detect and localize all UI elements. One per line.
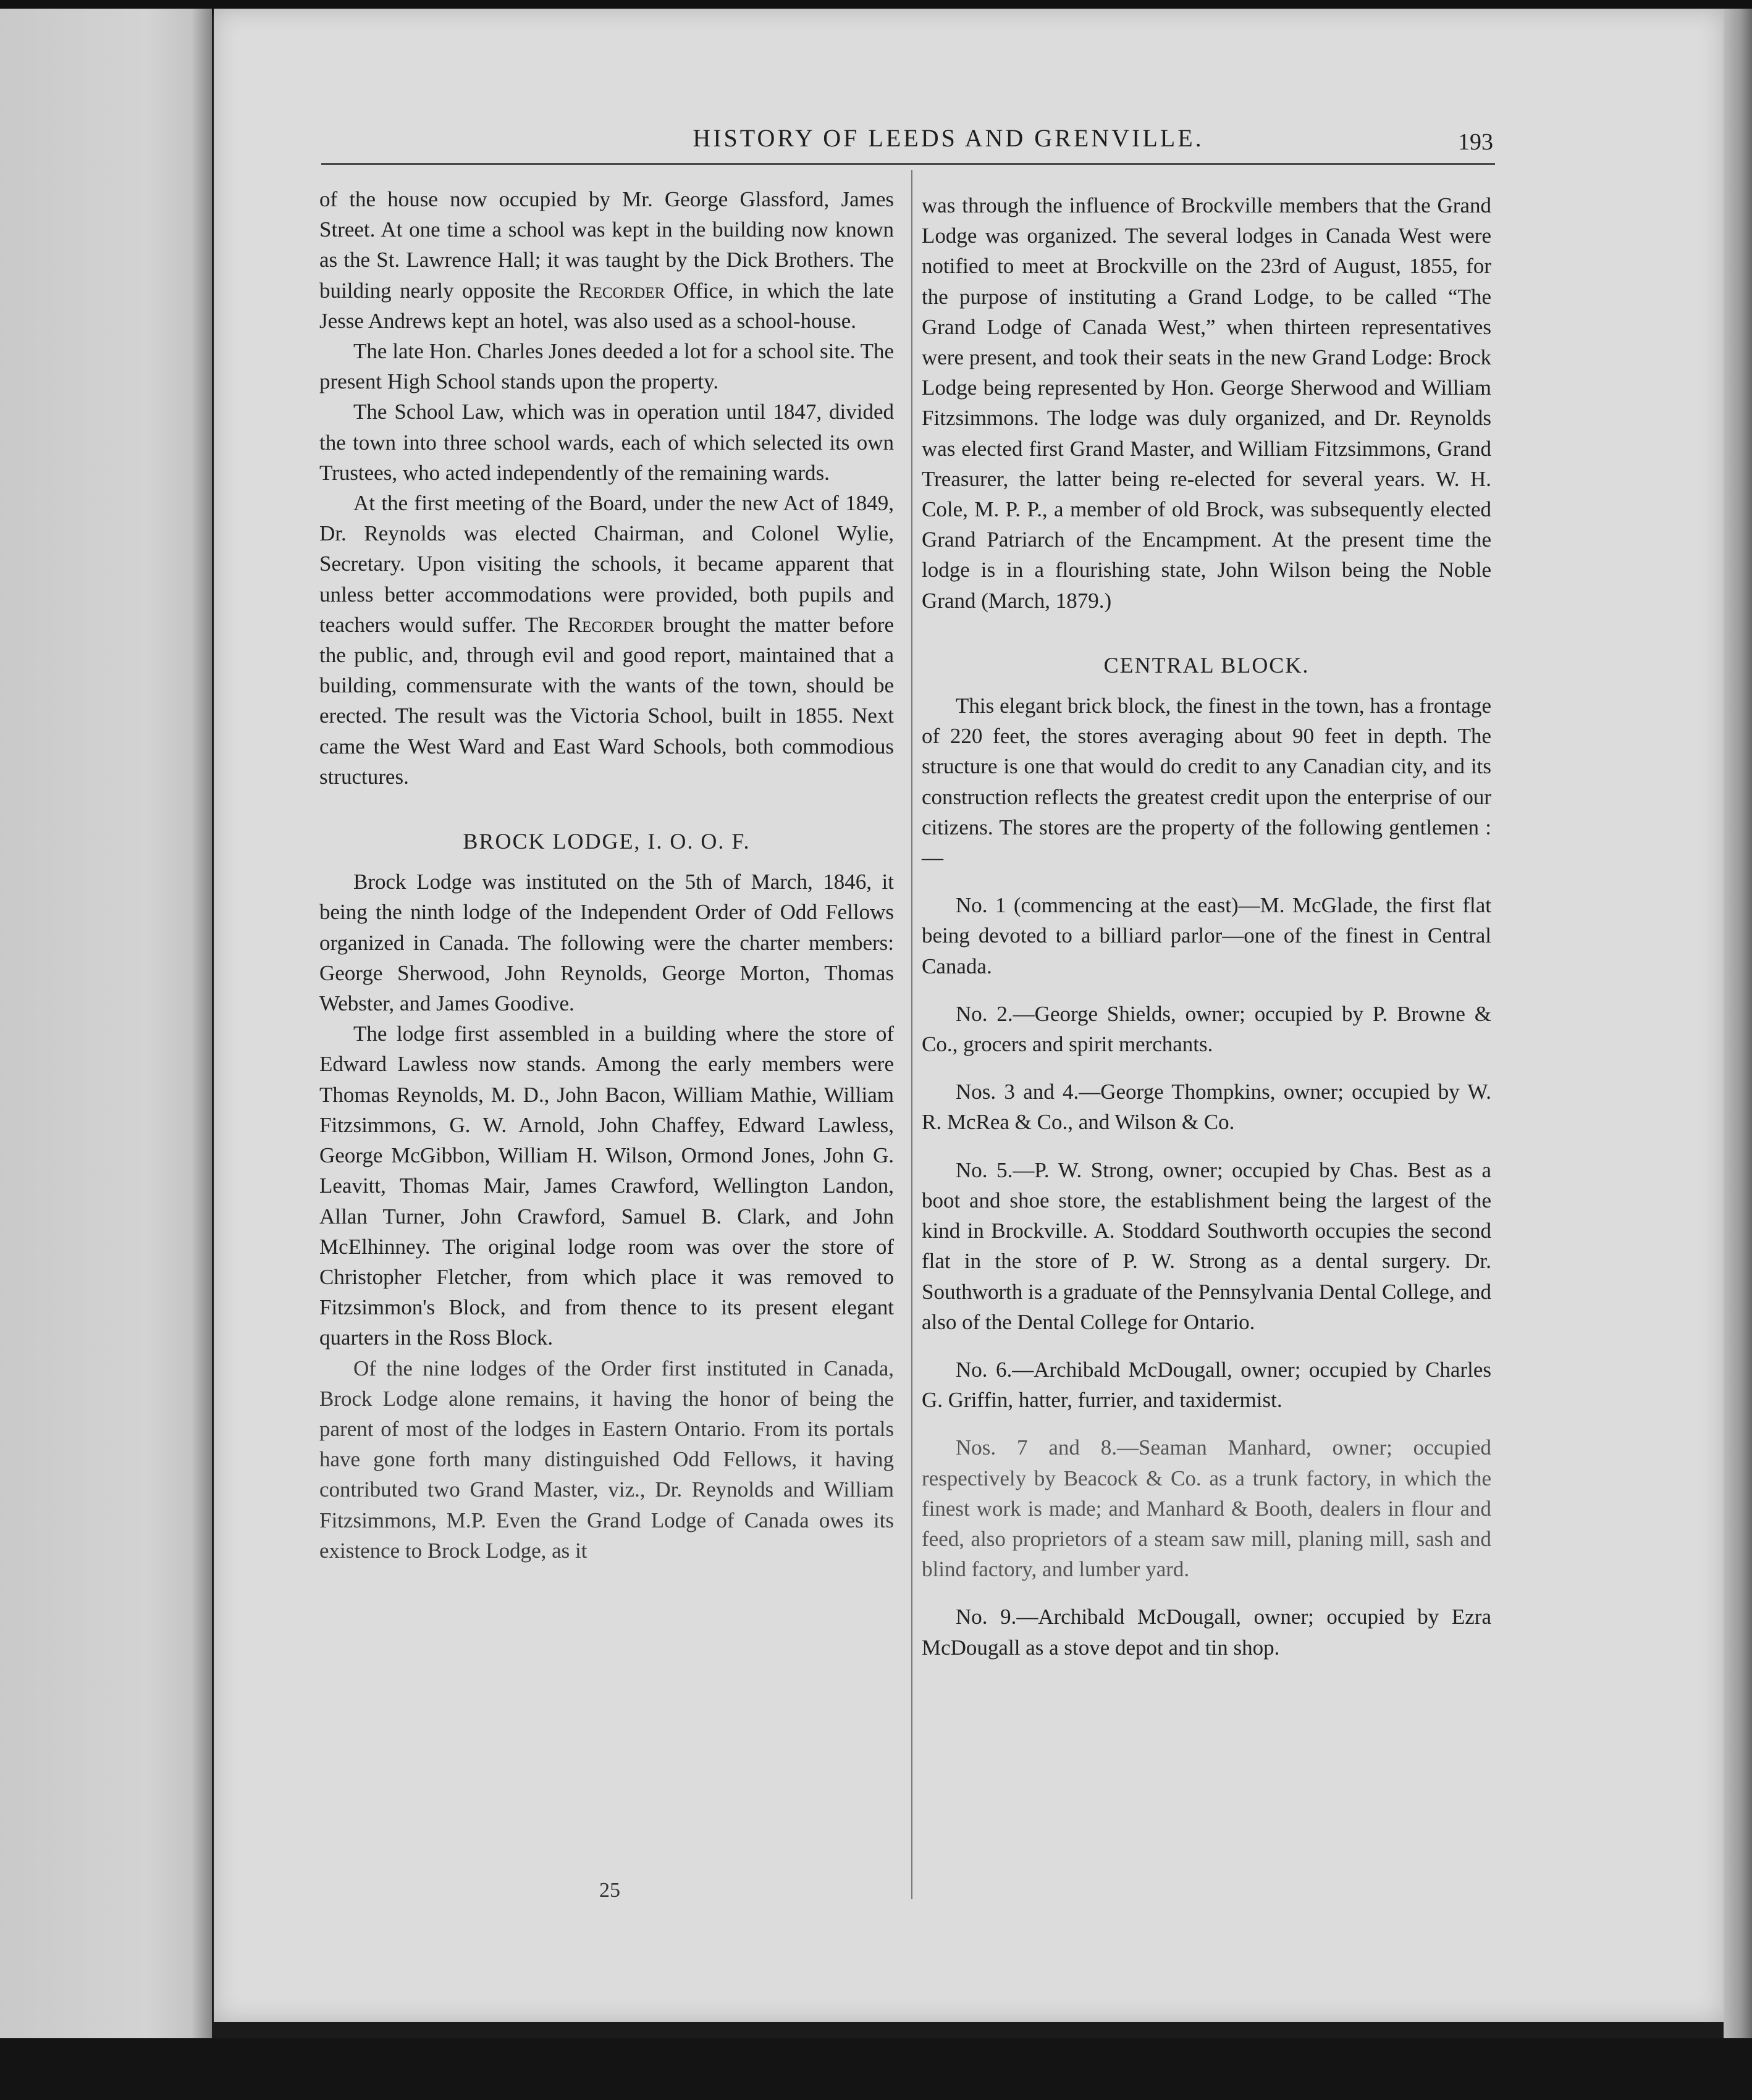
column-divider: [911, 170, 912, 1899]
running-head: HISTORY OF LEEDS AND GRENVILLE.: [693, 124, 1204, 152]
paragraph: The late Hon. Charles Jones deeded a lot for a school site. The present High School stands upon the property.: [319, 339, 894, 394]
paragraph: The lodge first assembled in a building where the store of Edward Lawless now stands. Among the early members were Thomas Reynolds, M. D., John Bacon, William Mathie, William Fitzsimmons, G. W. Arnold, John Chaffey, Edward Lawless, George McGibbon, William H. Wilson, Ormond Jones, John G. Leavitt, Thomas Mair, James Crawford, Wellington Landon, Allan Turner, John Crawford, Samuel B. Clark, and John McElhinney. The original lodge room was over the store of Christopher Fletcher, from which place it was removed to Fitzsimmon's Block, and from thence to its present elegant quarters in the Ross Block.: [319, 1022, 894, 1350]
list-item: Nos. 3 and 4.—George Thompkins, owner; occupied by W. R. McRea & Co., and Wilson & Co.: [922, 1080, 1491, 1135]
page-number: 193: [1458, 129, 1493, 155]
paragraph: The School Law, which was in operation until 1847, divided the town into three school wards, each of which selected its own Trustees, who acted independently of the remaining wards.: [319, 400, 894, 485]
paragraph: At the first meeting of the Board, under the new Act of 1849, Dr. Reynolds was elected Chairman, and Colonel Wylie, Secretary. Upon visiting the schools, it became apparent that unless better accommodations were provided, both pupils and teachers would suffer. The Recorder brought the matter before the public, and, through evil and good report, maintained that a building, commensurate with the wants of the town, should be erected. The result was the Victoria School, built in 1855. Next came the West Ward and East Ward Schools, both commodious structures.: [319, 491, 895, 789]
header-rule: [321, 163, 1495, 165]
page-fore-edge: [1724, 9, 1752, 2041]
list-item: No. 6.—Archibald McDougall, owner; occupied by Charles G. Griffin, hatter, furrier, and taxidermist.: [922, 1357, 1491, 1413]
spine-shadow: [192, 9, 210, 2041]
section-heading-central-block: CENTRAL BLOCK.: [1103, 652, 1310, 678]
signature-mark: 25: [599, 1879, 620, 1902]
paragraph: of the house now occupied by Mr. George Glassford, James Street. At one time a school was kept in the building now known as the St. Lawrence Hall; it was taught by the Dick Brothers. The building nearly opposite the Recorder Office, in which the late Jesse Andrews kept an hotel, was also used as a school-house.: [319, 187, 894, 333]
section-heading-brock-lodge: BROCK LODGE, I. O. O. F.: [463, 829, 751, 854]
right-column: [922, 190, 1491, 1663]
paragraph: Of the nine lodges of the Order first instituted in Canada, Brock Lodge alone remains, it having the honor of being the parent of most of the lodges in Eastern Ontario. From its portals have gone forth many distinguished Odd Fellows, it having contributed two Grand Master, viz., Dr. Reynolds and William Fitzsimmons, M.P. Even the Grand Lodge of Canada owes its existence to Brock Lodge, as it: [319, 1356, 894, 1563]
left-column: [319, 184, 894, 1566]
list-item: No. 9.—Archibald McDougall, owner; occupied by Ezra McDougall as a stove depot and tin shop.: [922, 1605, 1491, 1660]
list-item: No. 1 (commencing at the east)—M. McGlade, the first flat being devoted to a billiard parlor—one of the finest in Central Canada.: [922, 893, 1491, 978]
list-item: No. 2.—George Shields, owner; occupied by P. Browne & Co., grocers and spirit merchants.: [922, 1001, 1491, 1057]
paragraph: was through the influence of Brockville members that the Grand Lodge was organized. The several lodges in Canada West were notified to meet at Brockville on the 23rd of August, 1855, for the purpose of instituting a Grand Lodge, to be called “The Grand Lodge of Canada West,” when thirteen representatives were present, and took their seats in the new Grand Lodge: Brock Lodge being represented by Hon. George Sherwood and William Fitzsimmons. The lodge was duly organized, and Dr. Reynolds was elected first Grand Master, and William Fitzsimmons, Grand Treasurer, the latter being re-elected for several years. W. H. Cole, M. P. P., a member of old Brock, was subsequently elected Grand Patriarch of the Encampment. At the present time the lodge is in a flourishing state, John Wilson being the Noble Grand (March, 1879.): [922, 193, 1491, 613]
list-item: Nos. 7 and 8.—Seaman Manhard, owner; occupied respectively by Beacock & Co. as a trunk factory, in which the finest work is made; and Manhard & Booth, dealers in flour and feed, also proprietors of a steam saw mill, planing mill, sash and blind factory, and lumber yard.: [922, 1435, 1491, 1582]
facing-page-edge: [0, 9, 212, 2041]
list-item: No. 5.—P. W. Strong, owner; occupied by Chas. Best as a boot and shoe store, the establishment being the largest of the kind in Brockville. A. Stoddard Southworth occupies the second flat in the store of P. W. Strong as a dental surgery. Dr. Southworth is a graduate of the Pennsylvania Dental College, and also of the Dental College for Ontario.: [922, 1157, 1491, 1334]
scan-bottom-edge: [0, 2038, 1752, 2100]
paragraph: Brock Lodge was instituted on the 5th of March, 1846, it being the ninth lodge of the Independent Order of Odd Fellows organized in Canada. The following were the charter members: George Sherwood, John Reynolds, George Morton, Thomas Webster, and James Goodive.: [319, 870, 894, 1016]
paragraph: This elegant brick block, the finest in the town, has a frontage of 220 feet, the stores averaging about 90 feet in depth. The structure is one that would do credit to any Canadian city, and its construction reflects the greatest credit upon the enterprise of our citizens. The stores are the property of the following gentlemen :—: [922, 694, 1491, 870]
